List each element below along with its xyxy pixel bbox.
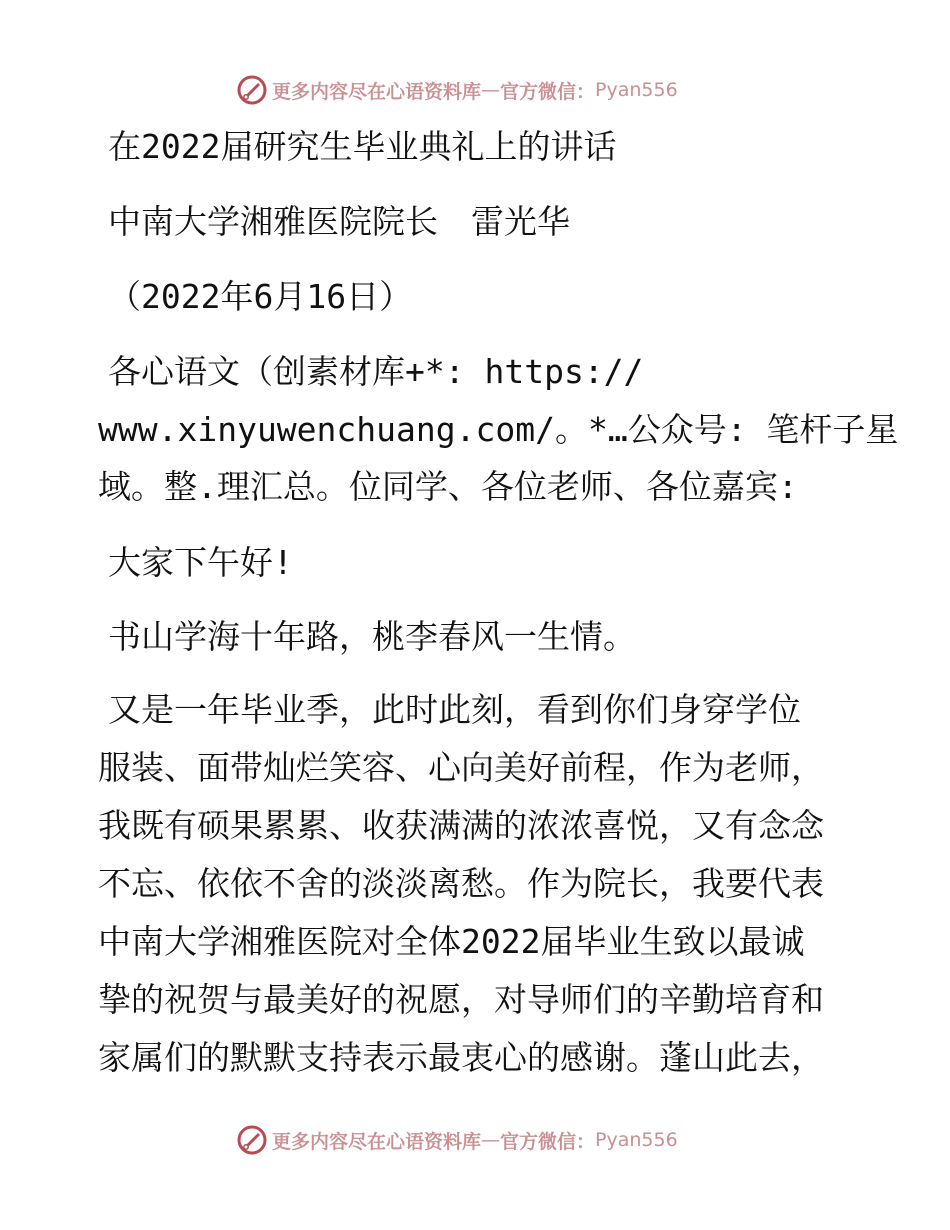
quill-logo-icon (236, 74, 268, 106)
doc-author: 中南大学湘雅医院院长 雷光华 (108, 202, 570, 241)
doc-title: 在2022届研究生毕业典礼上的讲话 (108, 127, 617, 166)
doc-line: 中南大学湘雅医院对全体2022届毕业生致以最诚 (98, 922, 805, 961)
watermark-banner-top (236, 73, 716, 107)
doc-line: 服装、面带灿烂笑容、心向美好前程，作为老师， (98, 748, 824, 787)
doc-line: 书山学海十年路，桃李春风一生情。 (108, 617, 636, 656)
doc-line: 不忘、依依不舍的淡淡离愁。作为院长，我要代表 (98, 864, 824, 903)
doc-line: www.xinyuwenchuang.com/。*…公众号: 笔杆子星 (98, 410, 899, 449)
watermark-text: 更多内容尽在心语资料库 (272, 80, 482, 103)
watermark-text: 更多内容尽在心语资料库 (272, 1130, 482, 1153)
watermark-dash: — (481, 1129, 501, 1151)
doc-line: 大家下午好! (108, 543, 293, 582)
watermark-wechat-id: Pyan556 (595, 1129, 678, 1151)
doc-line: 家属们的默默支持表示最衷心的感谢。蓬山此去， (98, 1038, 824, 1077)
watermark-wechat-label: 官方微信： (500, 80, 596, 103)
quill-logo-icon (236, 1124, 268, 1156)
doc-line: 挚的祝贺与最美好的祝愿，对导师们的辛勤培育和 (98, 980, 824, 1019)
watermark-banner-bottom (236, 1123, 716, 1157)
watermark-wechat-label: 官方微信： (500, 1130, 596, 1153)
watermark-dash: — (481, 79, 501, 101)
doc-line: 域。整.理汇总。位同学、各位老师、各位嘉宾: (98, 467, 798, 506)
doc-line: 我既有硕果累累、收获满满的浓浓喜悦，又有念念 (98, 806, 824, 845)
watermark-wechat-id: Pyan556 (595, 79, 678, 101)
doc-date: （2022年6月16日） (108, 277, 413, 316)
doc-line: 各心语文（创素材库+*: https:// (108, 352, 644, 391)
doc-line: 又是一年毕业季，此时此刻，看到你们身穿学位 (108, 690, 801, 729)
